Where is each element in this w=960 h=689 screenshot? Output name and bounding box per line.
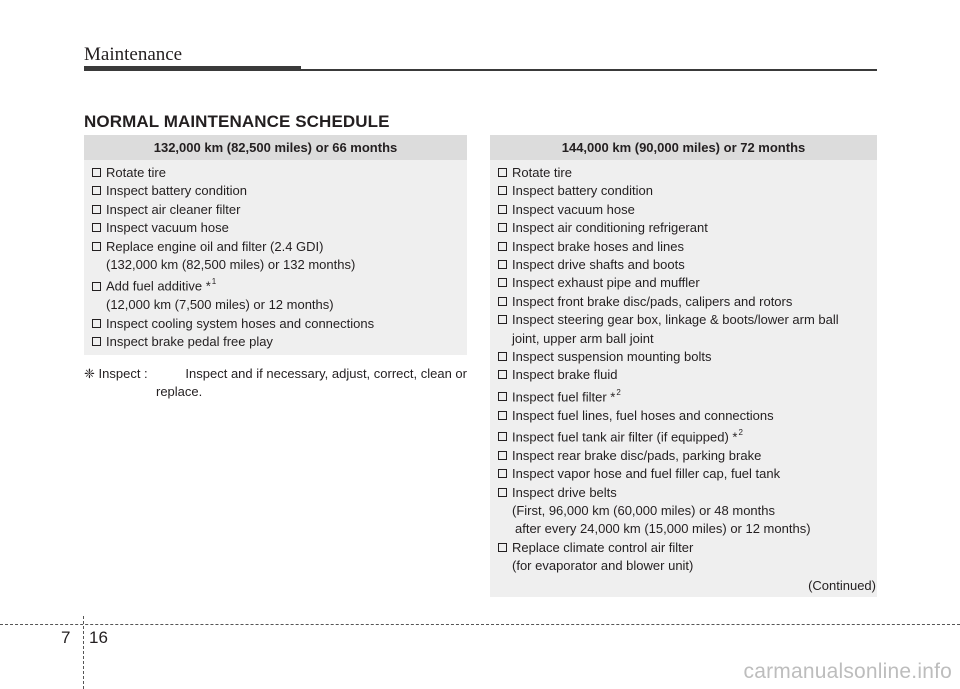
checkbox-icon [498,223,507,232]
footnote-marker: 1 [211,277,217,287]
chapter-number: 7 [61,628,71,647]
checklist-item-text: Inspect drive shafts and boots [512,257,685,273]
checkbox-icon [92,223,101,232]
footer-divider [0,624,960,625]
checklist-item [84,182,467,200]
checklist-item-detail: after every 24,000 km (15,000 miles) or 12 months) [515,521,811,537]
checkbox-icon [498,469,507,478]
checkbox-icon [92,242,101,251]
checkbox-icon [498,260,507,269]
checklist-item-detail: joint, upper arm ball joint [512,330,654,346]
checkbox-icon [92,186,101,195]
checklist-item [490,425,877,447]
checklist-item [84,333,467,351]
checkbox-icon [498,205,507,214]
checklist-item [490,164,877,182]
right-panel-list [490,160,877,576]
checklist-item [490,407,877,425]
checkbox-icon [498,432,507,441]
checklist-item [490,311,877,329]
checklist-item [84,315,467,333]
checkbox-icon [498,168,507,177]
checkbox-icon [498,297,507,306]
checklist-item-text: Inspect battery condition [512,183,653,199]
checklist-item-text: Inspect fuel filter * [512,389,616,405]
checklist-item-text: Replace climate control air filter [512,539,694,555]
checkbox-icon [92,205,101,214]
checkbox-icon [498,242,507,251]
checkbox-icon [92,319,101,328]
inspect-note [84,365,467,402]
left-panel-list [84,160,467,351]
checklist-item [490,256,877,274]
checkbox-icon [498,315,507,324]
checkbox-icon [498,488,507,497]
right-panel-heading: 144,000 km (90,000 miles) or 72 months [490,135,877,160]
checklist-item-text: Inspect vacuum hose [106,220,229,236]
checklist-item [490,182,877,200]
checklist-item-text: Inspect battery condition [106,183,247,199]
checklist-item [490,348,877,366]
checklist-item-detail: (First, 96,000 km (60,000 miles) or 48 months [512,502,775,518]
checklist-item-text: Inspect brake hoses and lines [512,238,684,254]
checklist-item-text: Inspect fuel lines, fuel hoses and connections [512,407,774,423]
checklist-item-text: Inspect air conditioning refrigerant [512,220,708,236]
checklist-item-detail: (12,000 km (7,500 miles) or 12 months) [106,297,334,313]
checklist-item [490,366,877,384]
checkbox-icon [92,337,101,346]
checklist-item-text: Inspect brake fluid [512,367,618,383]
checklist-item [490,238,877,256]
checkbox-icon [92,168,101,177]
checklist-item [84,201,467,219]
watermark: carmanualsonline.info [743,660,952,683]
note-text-line1: Inspect and if necessary, adjust, correct, clean or [185,366,467,381]
checklist-item-text: Inspect fuel tank air filter (if equipped) * [512,429,738,445]
checkbox-icon [498,451,507,460]
checklist-item-text: Inspect air cleaner filter [106,201,241,217]
page-number: 16 [89,628,108,647]
checklist-item-text: Inspect exhaust pipe and muffler [512,275,700,291]
checklist-item-text: Rotate tire [106,165,166,180]
checkbox-icon [498,411,507,420]
checklist-item-text: Add fuel additive * [106,278,211,294]
checklist-item [84,274,467,296]
note-text-line2: replace. [156,384,203,400]
checkbox-icon [498,370,507,379]
checklist-item-text: Inspect drive belts [512,484,617,500]
checklist-item-text: Inspect front brake disc/pads, calipers and rotors [512,293,793,309]
checklist-item [490,447,877,465]
checklist-item-text: Replace engine oil and filter (2.4 GDI) [106,238,324,254]
footer-vertical-divider [83,616,84,689]
checklist-item-text: Inspect cooling system hoses and connections [106,315,375,331]
checklist-item-text: Inspect rear brake disc/pads, parking brake [512,447,762,463]
checkbox-icon [498,543,507,552]
checklist-item-text: Inspect vapor hose and fuel filler cap, fuel tank [512,466,781,482]
checklist-item [490,385,877,407]
section-heading: NORMAL MAINTENANCE SCHEDULE [84,112,390,131]
checklist-item-text: Inspect vacuum hose [512,201,635,217]
footnote-marker: 2 [616,387,621,397]
note-symbol: ❈ [84,366,95,381]
checklist-item [490,539,877,557]
checklist-item-text: Inspect brake pedal free play [106,333,273,349]
checklist-item-text: Inspect steering gear box, linkage & boots/lower arm ball [512,312,839,328]
checklist-item-detail: (132,000 km (82,500 miles) or 132 months) [106,257,356,273]
checklist-item [490,293,877,311]
footnote-marker: 2 [738,428,743,438]
checklist-item [84,238,467,256]
checklist-item [490,219,877,237]
page-header-title: Maintenance [84,44,183,65]
checklist-item-text: Inspect suspension mounting bolts [512,349,712,365]
checkbox-icon [498,278,507,287]
checkbox-icon [498,186,507,195]
checklist-item-text: Rotate tire [512,165,572,180]
checkbox-icon [498,352,507,361]
checklist-item [84,164,467,182]
checklist-item [490,465,877,483]
checklist-item-detail: (for evaporator and blower unit) [512,558,694,574]
checklist-item [84,219,467,237]
right-schedule-panel [490,135,877,597]
checklist-item [490,201,877,219]
checklist-item [490,484,877,502]
continued-label: (Continued) [808,578,876,593]
note-label: Inspect : [98,366,148,381]
header-rule-thin [301,69,877,71]
left-schedule-panel [84,135,467,355]
checkbox-icon [498,392,507,401]
checklist-item [490,274,877,292]
left-panel-heading: 132,000 km (82,500 miles) or 66 months [84,135,467,160]
header-rule-thick [84,66,301,71]
checkbox-icon [92,282,101,291]
